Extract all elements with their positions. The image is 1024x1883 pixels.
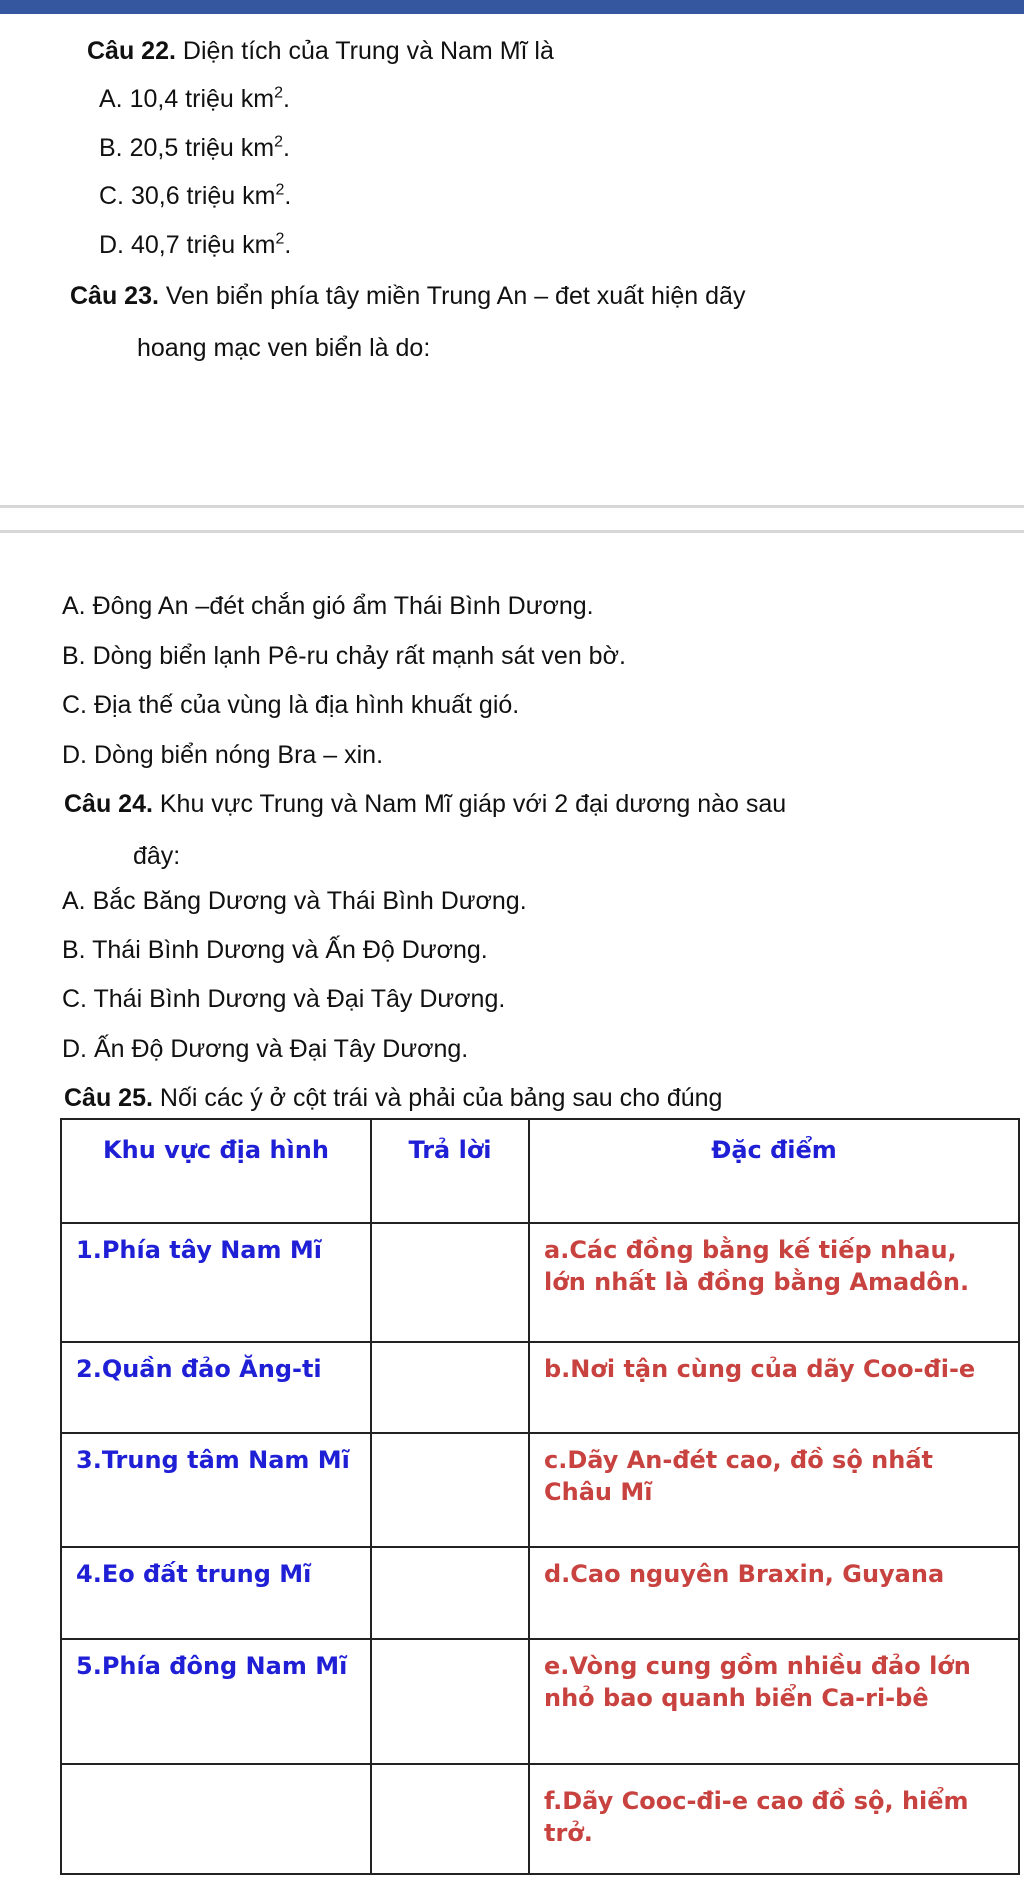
q22-option-a-tail: .: [282, 85, 290, 113]
table-row: [61, 1764, 1019, 1874]
question-22: [87, 36, 554, 66]
feature-cell: f.Dãy Cooc-đi-e cao đồ sộ, hiểm trở.: [529, 1764, 1019, 1874]
region-cell: 5.Phía đông Nam Mĩ: [61, 1639, 371, 1764]
feature-cell: b.Nơi tận cùng của dãy Coo-đi-e: [529, 1342, 1019, 1433]
header-feature: Đặc điểm: [529, 1119, 1019, 1223]
region-cell: [61, 1764, 371, 1874]
header-answer: Trả lời: [371, 1119, 529, 1223]
answer-cell[interactable]: [371, 1764, 529, 1874]
table-row: [61, 1639, 1019, 1764]
q23-option-c[interactable]: C. Địa thế của vùng là địa hình khuất gió.: [62, 691, 520, 719]
q22-option-a-sup: 2: [274, 84, 283, 102]
q24-option-b[interactable]: B. Thái Bình Dương và Ấn Độ Dương.: [62, 936, 488, 964]
header-region: Khu vực địa hình: [61, 1119, 371, 1223]
table-row: [61, 1433, 1019, 1547]
question-24: [64, 789, 786, 819]
q24-option-d[interactable]: D. Ấn Độ Dương và Đại Tây Dương.: [62, 1035, 469, 1063]
table-row: [61, 1547, 1019, 1639]
region-cell: 4.Eo đất trung Mĩ: [61, 1547, 371, 1639]
page-divider-top: [0, 505, 1024, 508]
question-24-text: Khu vực Trung và Nam Mĩ giáp với 2 đại dương nào sau: [152, 790, 787, 818]
matching-table: [60, 1118, 1020, 1875]
q24-option-a[interactable]: A. Bắc Băng Dương và Thái Bình Dương.: [62, 887, 527, 915]
q22-option-b-sup: 2: [274, 133, 283, 151]
region-cell: 3.Trung tâm Nam Mĩ: [61, 1433, 371, 1547]
q22-option-c[interactable]: [99, 181, 291, 211]
question-24-text-line2: đây:: [133, 842, 181, 870]
question-23-text-line2: hoang mạc ven biển là do:: [137, 334, 431, 362]
feature-cell: a.Các đồng bằng kế tiếp nhau, lớn nhất là đồng bằng Amadôn.: [529, 1223, 1019, 1342]
question-23: [70, 281, 745, 311]
region-cell: 2.Quần đảo Ăng-ti: [61, 1342, 371, 1433]
question-25-label: Câu 25.: [64, 1084, 153, 1112]
q22-option-b[interactable]: [99, 133, 290, 163]
feature-cell: d.Cao nguyên Braxin, Guyana: [529, 1547, 1019, 1639]
q22-option-c-sup: 2: [275, 181, 285, 199]
q22-option-b-text: B. 20,5 triệu km: [99, 134, 275, 162]
question-25: [64, 1083, 722, 1113]
feature-cell: c.Dãy An-đét cao, đồ sộ nhất Châu Mĩ: [529, 1433, 1019, 1547]
q23-option-d[interactable]: D. Dòng biển nóng Bra – xin.: [62, 741, 384, 769]
table-header-row: [61, 1119, 1019, 1223]
top-bar: [0, 0, 1024, 14]
question-22-text: Diện tích của Trung và Nam Mĩ là: [175, 37, 554, 65]
q24-option-c[interactable]: C. Thái Bình Dương và Đại Tây Dương.: [62, 985, 506, 1013]
q22-option-a[interactable]: [99, 84, 290, 114]
q22-option-c-text: C. 30,6 triệu km: [99, 182, 276, 210]
question-22-label: Câu 22.: [87, 37, 176, 65]
q22-option-b-tail: .: [282, 134, 290, 162]
q22-option-d-text: D. 40,7 triệu km: [99, 231, 276, 259]
question-24-label: Câu 24.: [64, 790, 153, 818]
q22-option-d-tail: .: [284, 231, 292, 259]
table-row: [61, 1342, 1019, 1433]
question-23-text: Ven biển phía tây miền Trung An – đet xuất hiện dãy: [158, 282, 746, 310]
q23-option-b[interactable]: B. Dòng biển lạnh Pê-ru chảy rất mạnh sát ven bờ.: [62, 642, 626, 670]
feature-cell: e.Vòng cung gồm nhiều đảo lớn nhỏ bao quanh biển Ca-ri-bê: [529, 1639, 1019, 1764]
answer-cell[interactable]: [371, 1547, 529, 1639]
question-23-label: Câu 23.: [70, 282, 159, 310]
answer-cell[interactable]: [371, 1639, 529, 1764]
q22-option-d-sup: 2: [275, 230, 285, 248]
q22-option-d[interactable]: [99, 230, 291, 260]
answer-cell[interactable]: [371, 1433, 529, 1547]
answer-cell[interactable]: [371, 1223, 529, 1342]
q23-option-a[interactable]: A. Đông An –đét chắn gió ẩm Thái Bình Dương.: [62, 592, 594, 620]
answer-cell[interactable]: [371, 1342, 529, 1433]
region-cell: 1.Phía tây Nam Mĩ: [61, 1223, 371, 1342]
question-25-text: Nối các ý ở cột trái và phải của bảng sau cho đúng: [152, 1084, 723, 1112]
q22-option-a-text: A. 10,4 triệu km: [99, 85, 275, 113]
table-row: [61, 1223, 1019, 1342]
page-divider-bottom: [0, 530, 1024, 533]
q22-option-c-tail: .: [284, 182, 292, 210]
